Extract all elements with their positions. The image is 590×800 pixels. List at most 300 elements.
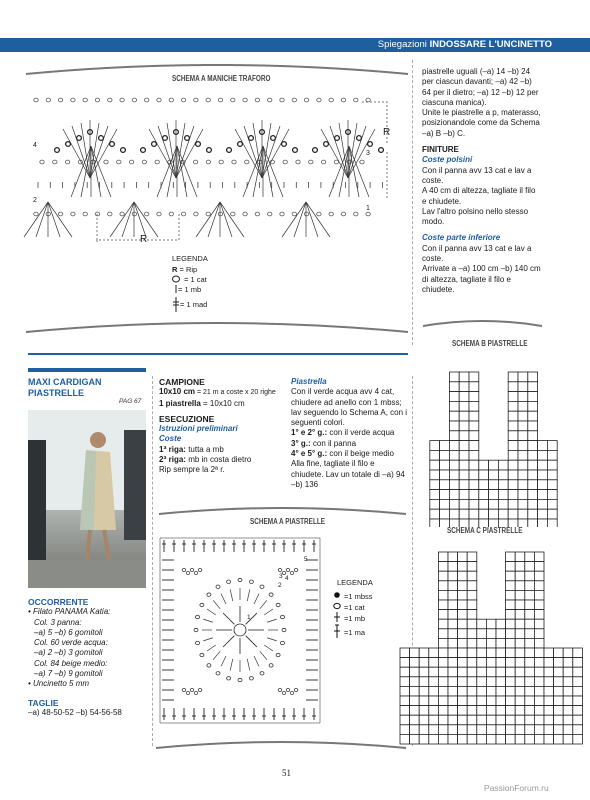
grid-cell bbox=[400, 677, 410, 687]
grid-cell bbox=[496, 725, 506, 735]
coste-heading: Coste bbox=[159, 434, 182, 444]
grid-cell bbox=[538, 490, 548, 500]
grid-cell bbox=[496, 638, 506, 648]
grid-cell bbox=[498, 470, 508, 480]
grid-cell bbox=[528, 509, 538, 519]
grid-cell bbox=[515, 734, 525, 744]
occorrente-title: OCCORRENTE bbox=[28, 597, 89, 607]
grid-cell bbox=[534, 734, 544, 744]
grid-cell bbox=[438, 734, 448, 744]
grid-cell bbox=[458, 562, 468, 572]
grid-cell bbox=[469, 470, 479, 480]
grid-cell bbox=[467, 734, 477, 744]
grid-cell bbox=[467, 725, 477, 735]
grid-cell bbox=[448, 610, 458, 620]
grid-cell bbox=[449, 401, 459, 411]
grid-cell bbox=[518, 382, 528, 392]
right-divider-curve bbox=[420, 316, 545, 332]
right-p2: Unite le piastrelle a p, materasso, posizionandole come da Schema –a) B –b) C. bbox=[422, 108, 541, 138]
grid-cell bbox=[518, 372, 528, 382]
grid-cell bbox=[438, 562, 448, 572]
grid-cell bbox=[534, 667, 544, 677]
grid-cell bbox=[544, 706, 554, 716]
grid-cell bbox=[489, 509, 499, 519]
giro1-label: 1° e 2° g.: bbox=[291, 428, 328, 438]
grid-cell bbox=[525, 648, 535, 658]
grid-cell bbox=[518, 490, 528, 500]
grid-cell bbox=[429, 658, 439, 668]
grid-cell bbox=[515, 648, 525, 658]
grid-cell bbox=[449, 382, 459, 392]
grid-cell bbox=[525, 696, 535, 706]
grid-cell bbox=[554, 667, 564, 677]
grid-cell bbox=[449, 431, 459, 441]
grid-cell bbox=[518, 470, 528, 480]
grid-cell bbox=[438, 629, 448, 639]
grid-cell bbox=[525, 619, 535, 629]
grid-cell bbox=[410, 725, 420, 735]
grid-cell bbox=[506, 677, 516, 687]
grid-cell bbox=[410, 677, 420, 687]
grid-cell bbox=[554, 715, 564, 725]
tile-legend-symbols bbox=[332, 590, 344, 640]
grid-cell bbox=[430, 480, 440, 490]
grid-cell bbox=[506, 590, 516, 600]
grid-cell bbox=[506, 619, 516, 629]
grid-cell bbox=[508, 372, 518, 382]
grid-cell bbox=[563, 734, 573, 744]
grid-cell bbox=[429, 734, 439, 744]
grid-cell bbox=[458, 552, 468, 562]
grid-cell bbox=[508, 382, 518, 392]
grid-cell bbox=[538, 519, 548, 527]
grid-cell bbox=[419, 725, 429, 735]
grid-cell bbox=[469, 460, 479, 470]
grid-cell bbox=[563, 706, 573, 716]
grid-cell bbox=[506, 552, 516, 562]
grid-cell bbox=[518, 480, 528, 490]
grid-cell bbox=[554, 677, 564, 687]
grid-cell bbox=[515, 638, 525, 648]
grid-cell bbox=[419, 648, 429, 658]
grid-cell bbox=[486, 667, 496, 677]
schema-b-title: SCHEMA B PIASTRELLE bbox=[452, 339, 528, 348]
grid-cell bbox=[440, 441, 450, 451]
grid-cell bbox=[467, 638, 477, 648]
grid-cell bbox=[518, 460, 528, 470]
grid-cell bbox=[467, 686, 477, 696]
article-title: MAXI CARDIGAN PIASTRELLE bbox=[28, 377, 102, 398]
grid-cell bbox=[554, 658, 564, 668]
grid-cell bbox=[467, 619, 477, 629]
esecuzione-title: ESECUZIONE bbox=[159, 413, 215, 424]
right-p6: Con il panna avv 13 cat e lav a coste. bbox=[422, 243, 532, 264]
grid-cell bbox=[498, 490, 508, 500]
grid-cell bbox=[429, 677, 439, 687]
grid-cell bbox=[448, 562, 458, 572]
grid-cell bbox=[534, 552, 544, 562]
grid-cell bbox=[469, 490, 479, 500]
piastrella-title: Piastrella bbox=[291, 377, 327, 386]
grid-cell bbox=[506, 571, 516, 581]
article-title-bar bbox=[28, 368, 146, 372]
tile-legend-title: LEGENDA bbox=[337, 578, 373, 587]
grid-cell bbox=[563, 715, 573, 725]
grid-cell bbox=[506, 667, 516, 677]
grid-cell bbox=[458, 600, 468, 610]
grid-cell bbox=[400, 725, 410, 735]
grid-cell bbox=[459, 372, 469, 382]
grid-cell bbox=[430, 450, 440, 460]
grid-cell bbox=[538, 441, 548, 451]
grid-cell bbox=[515, 696, 525, 706]
grid-cell bbox=[410, 696, 420, 706]
grid-cell bbox=[508, 431, 518, 441]
grid-cell bbox=[410, 734, 420, 744]
grid-cell bbox=[534, 600, 544, 610]
grid-cell bbox=[534, 725, 544, 735]
grid-cell bbox=[489, 460, 499, 470]
grid-cell bbox=[563, 725, 573, 735]
grid-cell bbox=[573, 734, 583, 744]
grid-cell bbox=[449, 470, 459, 480]
grid-cell bbox=[438, 725, 448, 735]
grid-cell bbox=[449, 499, 459, 509]
grid-cell bbox=[400, 667, 410, 677]
grid-cell bbox=[573, 648, 583, 658]
grid-cell bbox=[449, 509, 459, 519]
grid-cell bbox=[440, 450, 450, 460]
grid-cell bbox=[496, 629, 506, 639]
grid-cell bbox=[410, 648, 420, 658]
grid-cell bbox=[419, 734, 429, 744]
grid-cell bbox=[528, 401, 538, 411]
grid-cell bbox=[477, 706, 487, 716]
grid-cell bbox=[506, 686, 516, 696]
grid-cell bbox=[515, 715, 525, 725]
grid-cell bbox=[448, 648, 458, 658]
grid-cell bbox=[563, 648, 573, 658]
grid-cell bbox=[534, 610, 544, 620]
grid-cell bbox=[534, 648, 544, 658]
grid-cell bbox=[525, 552, 535, 562]
grid-cell bbox=[496, 734, 506, 744]
right-p4: A 40 cm di altezza, tagliate il filo e chiudete. bbox=[422, 186, 536, 206]
grid-cell bbox=[438, 696, 448, 706]
row-label-1: 1 bbox=[366, 205, 370, 212]
grid-cell bbox=[419, 686, 429, 696]
campione-block bbox=[159, 377, 284, 476]
grid-cell bbox=[467, 629, 477, 639]
row-label-4: 4 bbox=[33, 142, 37, 149]
grid-cell bbox=[477, 658, 487, 668]
grid-cell bbox=[515, 725, 525, 735]
occorrente-item: –a) 7 –b) 9 gomitoli bbox=[34, 669, 103, 679]
grid-cell bbox=[400, 715, 410, 725]
grid-cell bbox=[400, 706, 410, 716]
grid-cell bbox=[515, 629, 525, 639]
grid-cell bbox=[429, 696, 439, 706]
grid-cell bbox=[496, 696, 506, 706]
grid-cell bbox=[459, 401, 469, 411]
grid-cell bbox=[528, 490, 538, 500]
grid-cell bbox=[528, 450, 538, 460]
grid-cell bbox=[525, 734, 535, 744]
grid-cell bbox=[430, 470, 440, 480]
grid-cell bbox=[467, 590, 477, 600]
grid-cell bbox=[467, 696, 477, 706]
grid-cell bbox=[459, 441, 469, 451]
grid-cell bbox=[438, 571, 448, 581]
grid-cell bbox=[419, 677, 429, 687]
grid-cell bbox=[554, 706, 564, 716]
grid-cell bbox=[506, 581, 516, 591]
grid-cell bbox=[563, 686, 573, 696]
grid-cell bbox=[518, 411, 528, 421]
grid-cell bbox=[469, 411, 479, 421]
grid-cell bbox=[534, 696, 544, 706]
campione-l2a: 1 piastrella bbox=[159, 398, 201, 408]
grid-cell bbox=[528, 519, 538, 527]
grid-cell bbox=[469, 480, 479, 490]
grid-cell bbox=[469, 382, 479, 392]
occorrente-item: –a) 2 –b) 3 gomitoli bbox=[34, 648, 103, 658]
grid-cell bbox=[489, 490, 499, 500]
grid-cell bbox=[458, 725, 468, 735]
grid-cell bbox=[528, 460, 538, 470]
grid-cell bbox=[429, 667, 439, 677]
grid-cell bbox=[508, 480, 518, 490]
grid-cell bbox=[448, 600, 458, 610]
grid-cell bbox=[459, 460, 469, 470]
giro3-text: con il beige medio bbox=[327, 449, 394, 459]
grid-cell bbox=[479, 470, 489, 480]
grid-cell bbox=[563, 696, 573, 706]
grid-cell bbox=[563, 658, 573, 668]
right-p5: Lav l'altro polsino nello stesso modo. bbox=[422, 206, 529, 227]
grid-cell bbox=[508, 470, 518, 480]
grid-cell bbox=[458, 648, 468, 658]
grid-cell bbox=[528, 441, 538, 451]
schema-maniche-title: SCHEMA A MANICHE TRAFORO bbox=[172, 74, 271, 83]
grid-cell bbox=[525, 610, 535, 620]
grid-cell bbox=[449, 460, 459, 470]
grid-cell bbox=[525, 571, 535, 581]
grid-cell bbox=[458, 658, 468, 668]
grid-cell bbox=[528, 392, 538, 402]
grid-cell bbox=[518, 401, 528, 411]
grid-cell bbox=[525, 590, 535, 600]
grid-cell bbox=[458, 638, 468, 648]
grid-cell bbox=[467, 600, 477, 610]
r-label-right: R bbox=[383, 127, 391, 138]
occorrente-item: • Uncinetto 5 mm bbox=[28, 679, 90, 689]
grid-cell bbox=[459, 431, 469, 441]
grid-cell bbox=[506, 629, 516, 639]
grid-cell bbox=[498, 499, 508, 509]
grid-cell bbox=[538, 509, 548, 519]
grid-cell bbox=[448, 725, 458, 735]
page-ref: PAG 67 bbox=[119, 398, 142, 405]
maniche-legend-mad: = 1 mad bbox=[180, 300, 208, 309]
grid-cell bbox=[477, 677, 487, 687]
grid-cell bbox=[515, 677, 525, 687]
grid-cell bbox=[518, 421, 528, 431]
grid-cell bbox=[448, 571, 458, 581]
grid-cell bbox=[554, 686, 564, 696]
grid-cell bbox=[469, 450, 479, 460]
grid-cell bbox=[469, 372, 479, 382]
grid-cell bbox=[469, 441, 479, 451]
grid-cell bbox=[448, 667, 458, 677]
grid-cell bbox=[518, 431, 528, 441]
riga1-label: 1ª riga: bbox=[159, 444, 186, 454]
schema-piastrelle-title: SCHEMA A PIASTRELLE bbox=[250, 517, 326, 526]
grid-cell bbox=[459, 509, 469, 519]
grid-cell bbox=[534, 706, 544, 716]
grid-cell bbox=[440, 499, 450, 509]
grid-cell bbox=[430, 499, 440, 509]
grid-cell bbox=[544, 686, 554, 696]
grid-cell bbox=[459, 450, 469, 460]
round-label-5: 5 bbox=[304, 556, 308, 563]
grid-cell bbox=[528, 411, 538, 421]
grid-cell bbox=[554, 734, 564, 744]
grid-cell bbox=[477, 648, 487, 658]
grid-cell bbox=[448, 629, 458, 639]
grid-cell bbox=[486, 696, 496, 706]
grid-cell bbox=[528, 372, 538, 382]
occorrente-item: Col. 60 verde acqua: bbox=[34, 638, 108, 648]
grid-cell bbox=[563, 667, 573, 677]
grid-cell bbox=[489, 470, 499, 480]
grid-cell bbox=[477, 638, 487, 648]
grid-cell bbox=[518, 441, 528, 451]
grid-cell bbox=[573, 696, 583, 706]
piastrella-p2: Alla fine, tagliate il filo e chiudete. Lav un totale di –a) 94 –b) 136 bbox=[291, 459, 405, 489]
grid-cell bbox=[458, 590, 468, 600]
grid-cell bbox=[458, 696, 468, 706]
grid-cell bbox=[438, 677, 448, 687]
grid-cell bbox=[525, 600, 535, 610]
maniche-legend-title: LEGENDA bbox=[172, 254, 208, 263]
grid-cell bbox=[534, 658, 544, 668]
grid-cell bbox=[467, 658, 477, 668]
grid-cell bbox=[438, 600, 448, 610]
column-divider-top bbox=[412, 60, 413, 345]
grid-cell bbox=[508, 441, 518, 451]
grid-cell bbox=[486, 638, 496, 648]
grid-cell bbox=[496, 706, 506, 716]
grid-cell bbox=[479, 509, 489, 519]
campione-l1a: 10x10 cm bbox=[159, 387, 196, 397]
grid-cell bbox=[534, 629, 544, 639]
grid-cell bbox=[486, 734, 496, 744]
grid-cell bbox=[458, 571, 468, 581]
grid-cell bbox=[486, 715, 496, 725]
campione-l2b: = 10x10 cm bbox=[200, 398, 245, 408]
grid-cell bbox=[508, 499, 518, 509]
grid-cell bbox=[469, 509, 479, 519]
grid-cell bbox=[508, 411, 518, 421]
grid-cell bbox=[547, 441, 557, 451]
grid-cell bbox=[515, 619, 525, 629]
riga2-label: 2ª riga: bbox=[159, 455, 186, 465]
grid-cell bbox=[440, 490, 450, 500]
grid-cell bbox=[438, 686, 448, 696]
grid-cell bbox=[467, 571, 477, 581]
grid-cell bbox=[467, 715, 477, 725]
grid-cell bbox=[525, 715, 535, 725]
grid-cell bbox=[458, 734, 468, 744]
grid-cell bbox=[573, 686, 583, 696]
grid-cell bbox=[544, 667, 554, 677]
grid-cell bbox=[467, 706, 477, 716]
grid-cell bbox=[496, 686, 506, 696]
grid-cell bbox=[429, 706, 439, 716]
grid-cell bbox=[449, 392, 459, 402]
grid-cell bbox=[538, 470, 548, 480]
grid-cell bbox=[573, 658, 583, 668]
grid-cell bbox=[459, 411, 469, 421]
grid-cell bbox=[438, 552, 448, 562]
grid-cell bbox=[544, 725, 554, 735]
grid-cell bbox=[486, 686, 496, 696]
campione-l1b: = 21 m a coste x 20 righe bbox=[195, 389, 276, 397]
grid-cell bbox=[467, 581, 477, 591]
occorrente-item: Col. 3 panna: bbox=[34, 617, 82, 627]
piastrella-p1: Con il verde acqua avv 4 cat, chiudere ad anello con 1 mbss; lav seguendo lo Schema A, con i seguenti colori. bbox=[291, 387, 408, 428]
grid-cell bbox=[458, 619, 468, 629]
grid-cell bbox=[508, 509, 518, 519]
grid-cell bbox=[449, 441, 459, 451]
grid-cell bbox=[440, 509, 450, 519]
grid-cell bbox=[508, 421, 518, 431]
grid-cell bbox=[410, 706, 420, 716]
grid-cell bbox=[429, 725, 439, 735]
grid-cell bbox=[479, 490, 489, 500]
grid-cell bbox=[469, 421, 479, 431]
grid-cell bbox=[544, 658, 554, 668]
giro2-label: 3° g.: bbox=[291, 438, 311, 448]
grid-cell bbox=[508, 392, 518, 402]
grid-cell bbox=[573, 725, 583, 735]
grid-cell bbox=[429, 648, 439, 658]
grid-cell bbox=[544, 715, 554, 725]
grid-cell bbox=[449, 480, 459, 490]
grid-cell bbox=[515, 667, 525, 677]
grid-cell bbox=[469, 401, 479, 411]
giro1-text: con il verde acqua bbox=[327, 428, 395, 438]
grid-cell bbox=[528, 382, 538, 392]
coste-inf-heading: Coste parte inferiore bbox=[422, 233, 501, 243]
grid-cell bbox=[459, 392, 469, 402]
grid-cell bbox=[547, 499, 557, 509]
coste-polsini-heading: Coste polsini bbox=[422, 155, 473, 165]
grid-cell bbox=[573, 677, 583, 687]
page-number: 51 bbox=[282, 768, 291, 778]
grid-cell bbox=[534, 677, 544, 687]
grid-cell bbox=[515, 581, 525, 591]
grid-cell bbox=[440, 480, 450, 490]
grid-cell bbox=[554, 725, 564, 735]
schema-c-grid bbox=[398, 540, 588, 745]
grid-cell bbox=[486, 629, 496, 639]
grid-cell bbox=[538, 480, 548, 490]
giro3-label: 4° e 5° g.: bbox=[291, 449, 328, 459]
grid-cell bbox=[469, 431, 479, 441]
r-label-bottom: R bbox=[140, 234, 148, 245]
